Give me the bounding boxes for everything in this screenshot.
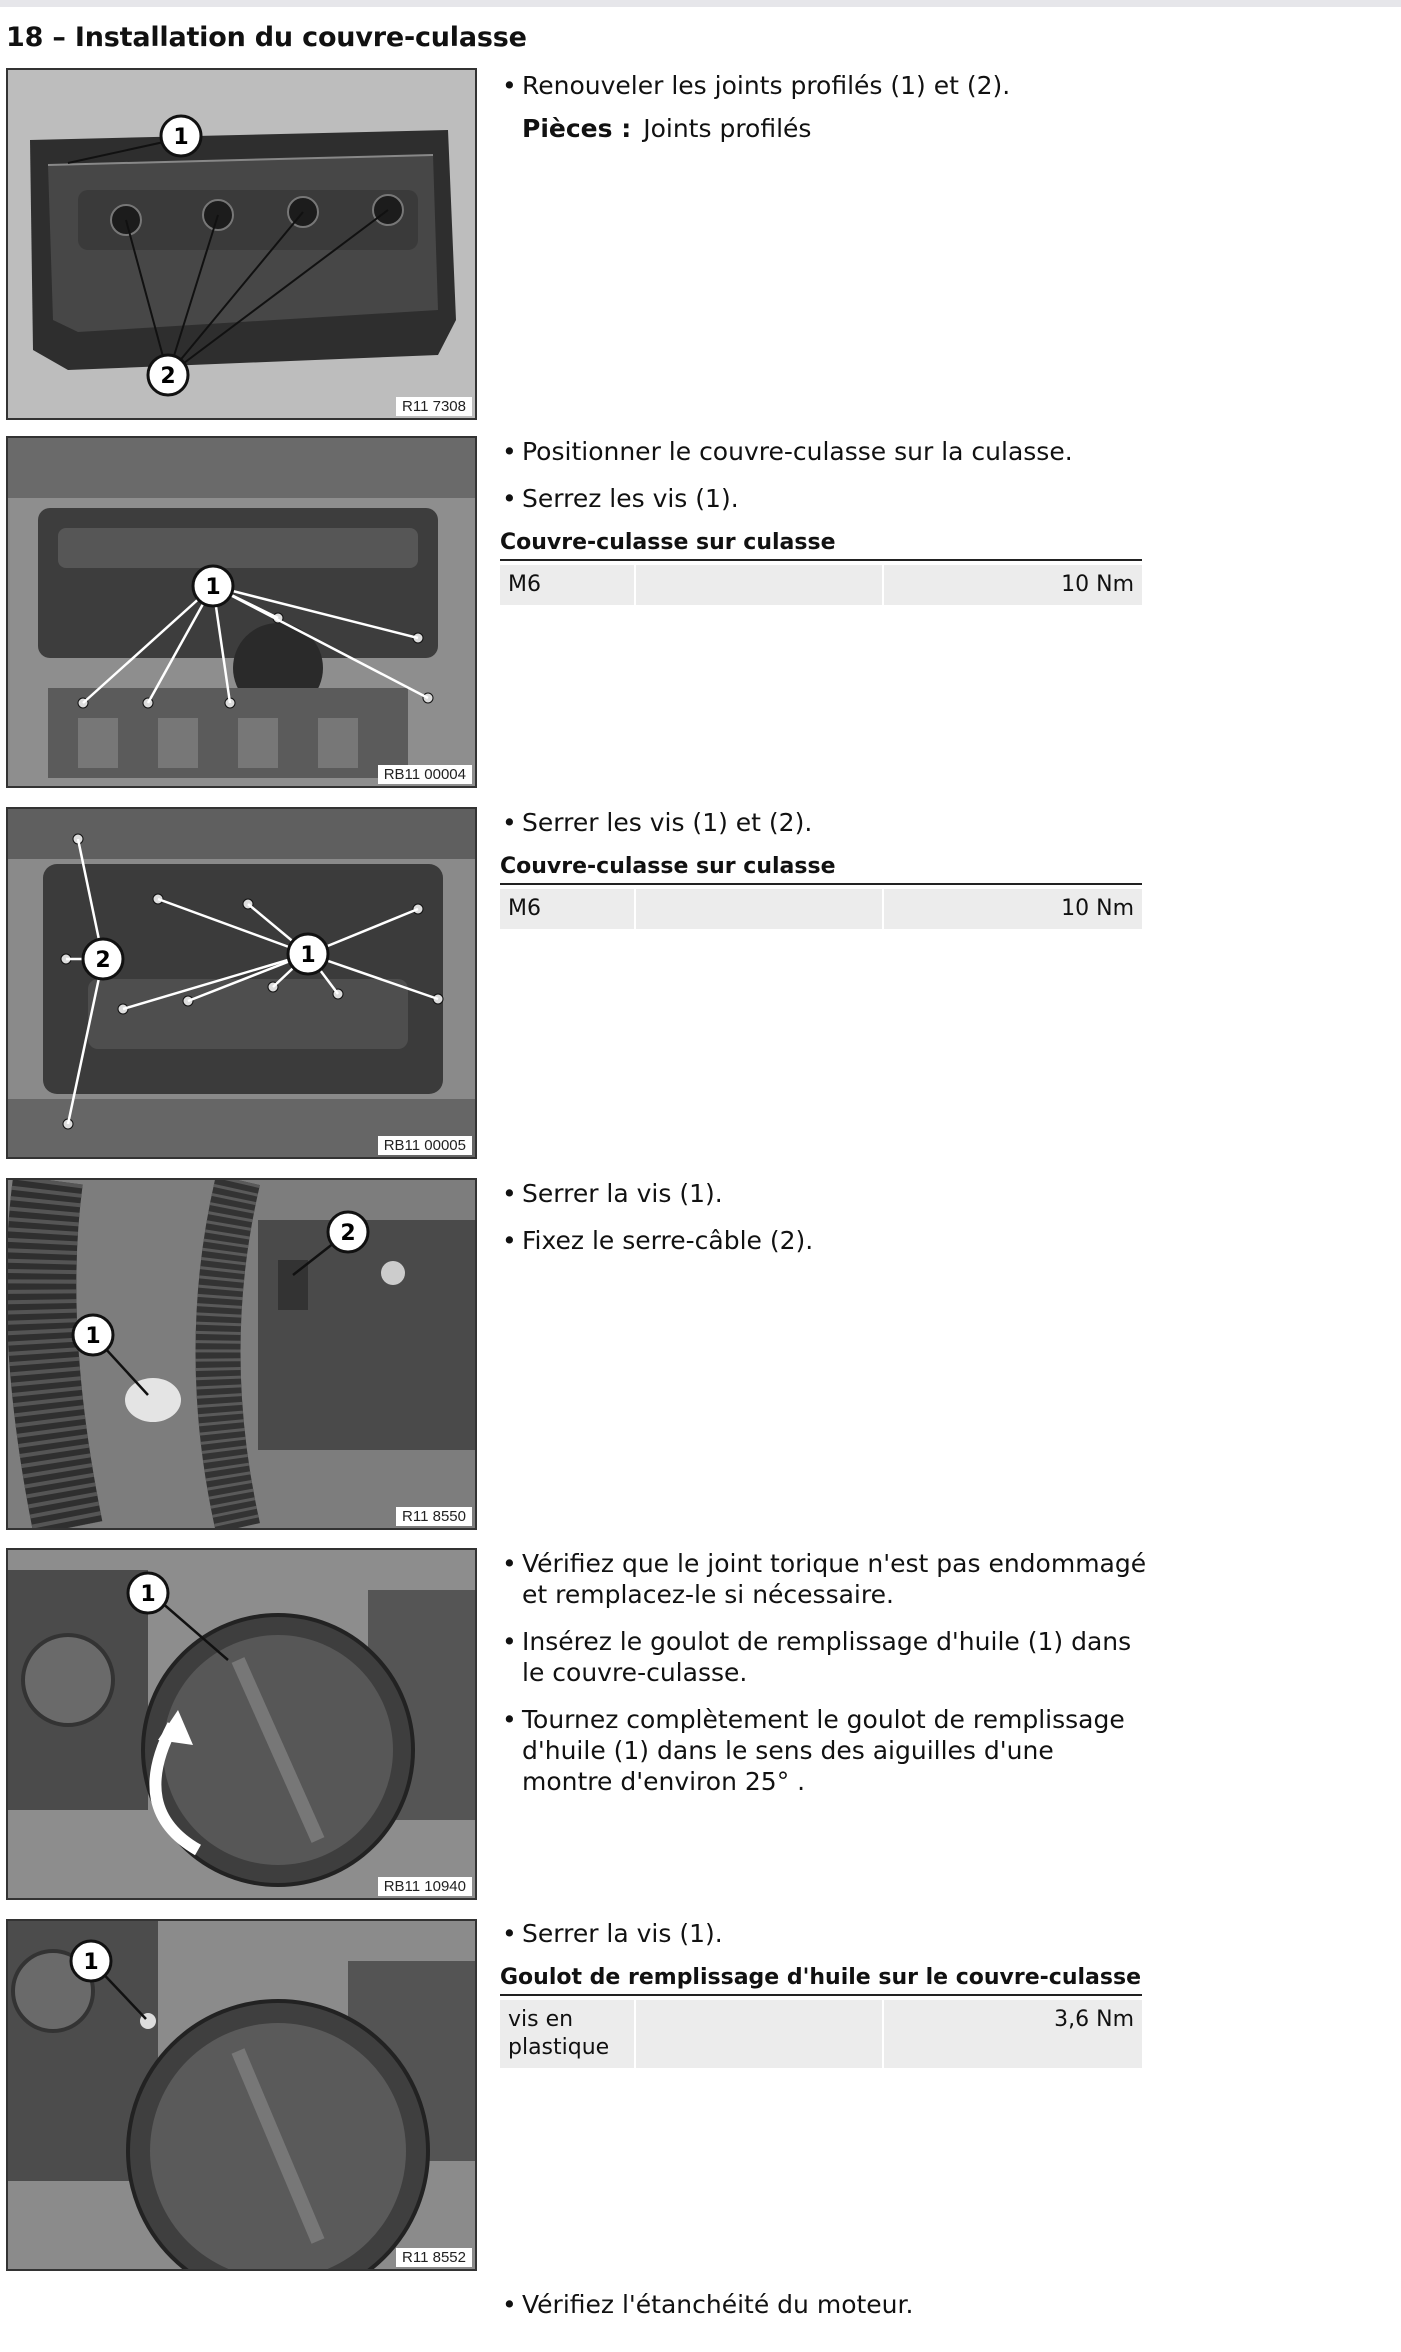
torque-row <box>500 2000 1142 2068</box>
bullet: • Fixez le serre-câble (2). <box>500 1225 1148 1256</box>
parts-value: Joints profilés <box>643 114 812 143</box>
photo-cover-gaskets <box>8 70 475 418</box>
svg-text:1: 1 <box>300 943 316 968</box>
torque-note <box>636 889 884 929</box>
photo-engine-top-2 <box>8 809 475 1157</box>
parts-line <box>500 113 1148 144</box>
torque-title: Couvre-culasse sur culasse <box>500 530 1142 561</box>
torque-spec: M6 <box>500 889 636 929</box>
figure-label: R11 8550 <box>396 1507 472 1526</box>
torque-row <box>500 565 1142 605</box>
callout-1 <box>288 934 328 974</box>
svg-text:2: 2 <box>160 364 176 389</box>
svg-text:2: 2 <box>95 948 111 973</box>
photo-hoses <box>8 1180 475 1528</box>
bullet: • Positionner le couvre-culasse sur la culasse. <box>500 436 1148 467</box>
torque-title: Couvre-culasse sur culasse <box>500 854 1142 885</box>
step-1-instructions <box>500 70 1148 158</box>
torque-value: 10 Nm <box>1061 896 1134 921</box>
callout-2 <box>83 939 123 979</box>
section-title: 18 – Installation du couvre-culasse <box>6 22 527 53</box>
figure-cover-on-head <box>6 436 477 788</box>
svg-text:1: 1 <box>173 125 189 150</box>
step-2-instructions <box>500 436 1148 605</box>
photo-oil-filler-cap <box>8 1550 475 1898</box>
torque-note <box>636 565 884 605</box>
callout-1 <box>193 566 233 606</box>
figure-label: RB11 00005 <box>378 1136 472 1155</box>
torque-title: Goulot de remplissage d'huile sur le couvre-culasse <box>500 1965 1142 1996</box>
torque-value: 10 Nm <box>1061 572 1134 597</box>
svg-text:1: 1 <box>83 1950 99 1975</box>
bullet: • Insérez le goulot de remplissage d'huile (1) dans le couvre-culasse. <box>500 1626 1148 1688</box>
bullet: • Serrer la vis (1). <box>500 1918 1148 1949</box>
step-6-instructions <box>500 1918 1148 2068</box>
step-4-instructions <box>500 1178 1148 1272</box>
bullet: • Serrer la vis (1). <box>500 1178 1148 1209</box>
figure-label: R11 7308 <box>396 397 472 416</box>
figure-label: RB11 00004 <box>378 765 472 784</box>
callout-1 <box>128 1573 168 1613</box>
figure-label: R11 8552 <box>396 2248 472 2267</box>
torque-row <box>500 889 1142 929</box>
torque-note <box>636 2000 884 2068</box>
figure-screw-and-cable-tie <box>6 1178 477 1530</box>
svg-text:2: 2 <box>340 1221 356 1246</box>
callout-2 <box>148 355 188 395</box>
bullet: • Serrez les vis (1). <box>500 483 1148 514</box>
callout-1 <box>71 1941 111 1981</box>
photo-engine-top-1 <box>8 438 475 786</box>
photo-oil-filler-cap-2 <box>8 1921 475 2269</box>
bullet: • Vérifiez que le joint torique n'est pas endommagé et remplacez-le si nécessaire. <box>500 1548 1148 1610</box>
figure-cylinder-head-cover-underside <box>6 68 477 420</box>
figure-label: RB11 10940 <box>378 1877 472 1896</box>
figure-cover-screws <box>6 807 477 1159</box>
svg-text:1: 1 <box>85 1324 101 1349</box>
callout-1 <box>73 1315 113 1355</box>
step-3-instructions <box>500 807 1148 929</box>
callout-2 <box>328 1212 368 1252</box>
figure-oil-filler-screw <box>6 1919 477 2271</box>
top-bar <box>0 0 1401 7</box>
step-5-instructions <box>500 1548 1148 1813</box>
bullet: • Renouveler les joints profilés (1) et (2). <box>500 70 1148 101</box>
parts-label: Pièces : <box>522 114 632 143</box>
bullet: • Serrer les vis (1) et (2). <box>500 807 1148 838</box>
final-instructions <box>500 2289 1148 2336</box>
figure-oil-filler-neck-rotate <box>6 1548 477 1900</box>
svg-text:1: 1 <box>140 1582 156 1607</box>
svg-text:1: 1 <box>205 575 221 600</box>
bullet: • Vérifiez l'étanchéité du moteur. <box>500 2289 1148 2320</box>
torque-spec: vis en plastique <box>500 2000 636 2068</box>
callout-1 <box>161 116 201 156</box>
torque-spec: M6 <box>500 565 636 605</box>
bullet: • Tournez complètement le goulot de remplissage d'huile (1) dans le sens des aiguilles d'une montre d'environ 25° . <box>500 1704 1148 1797</box>
torque-value: 3,6 Nm <box>1054 2007 1134 2032</box>
